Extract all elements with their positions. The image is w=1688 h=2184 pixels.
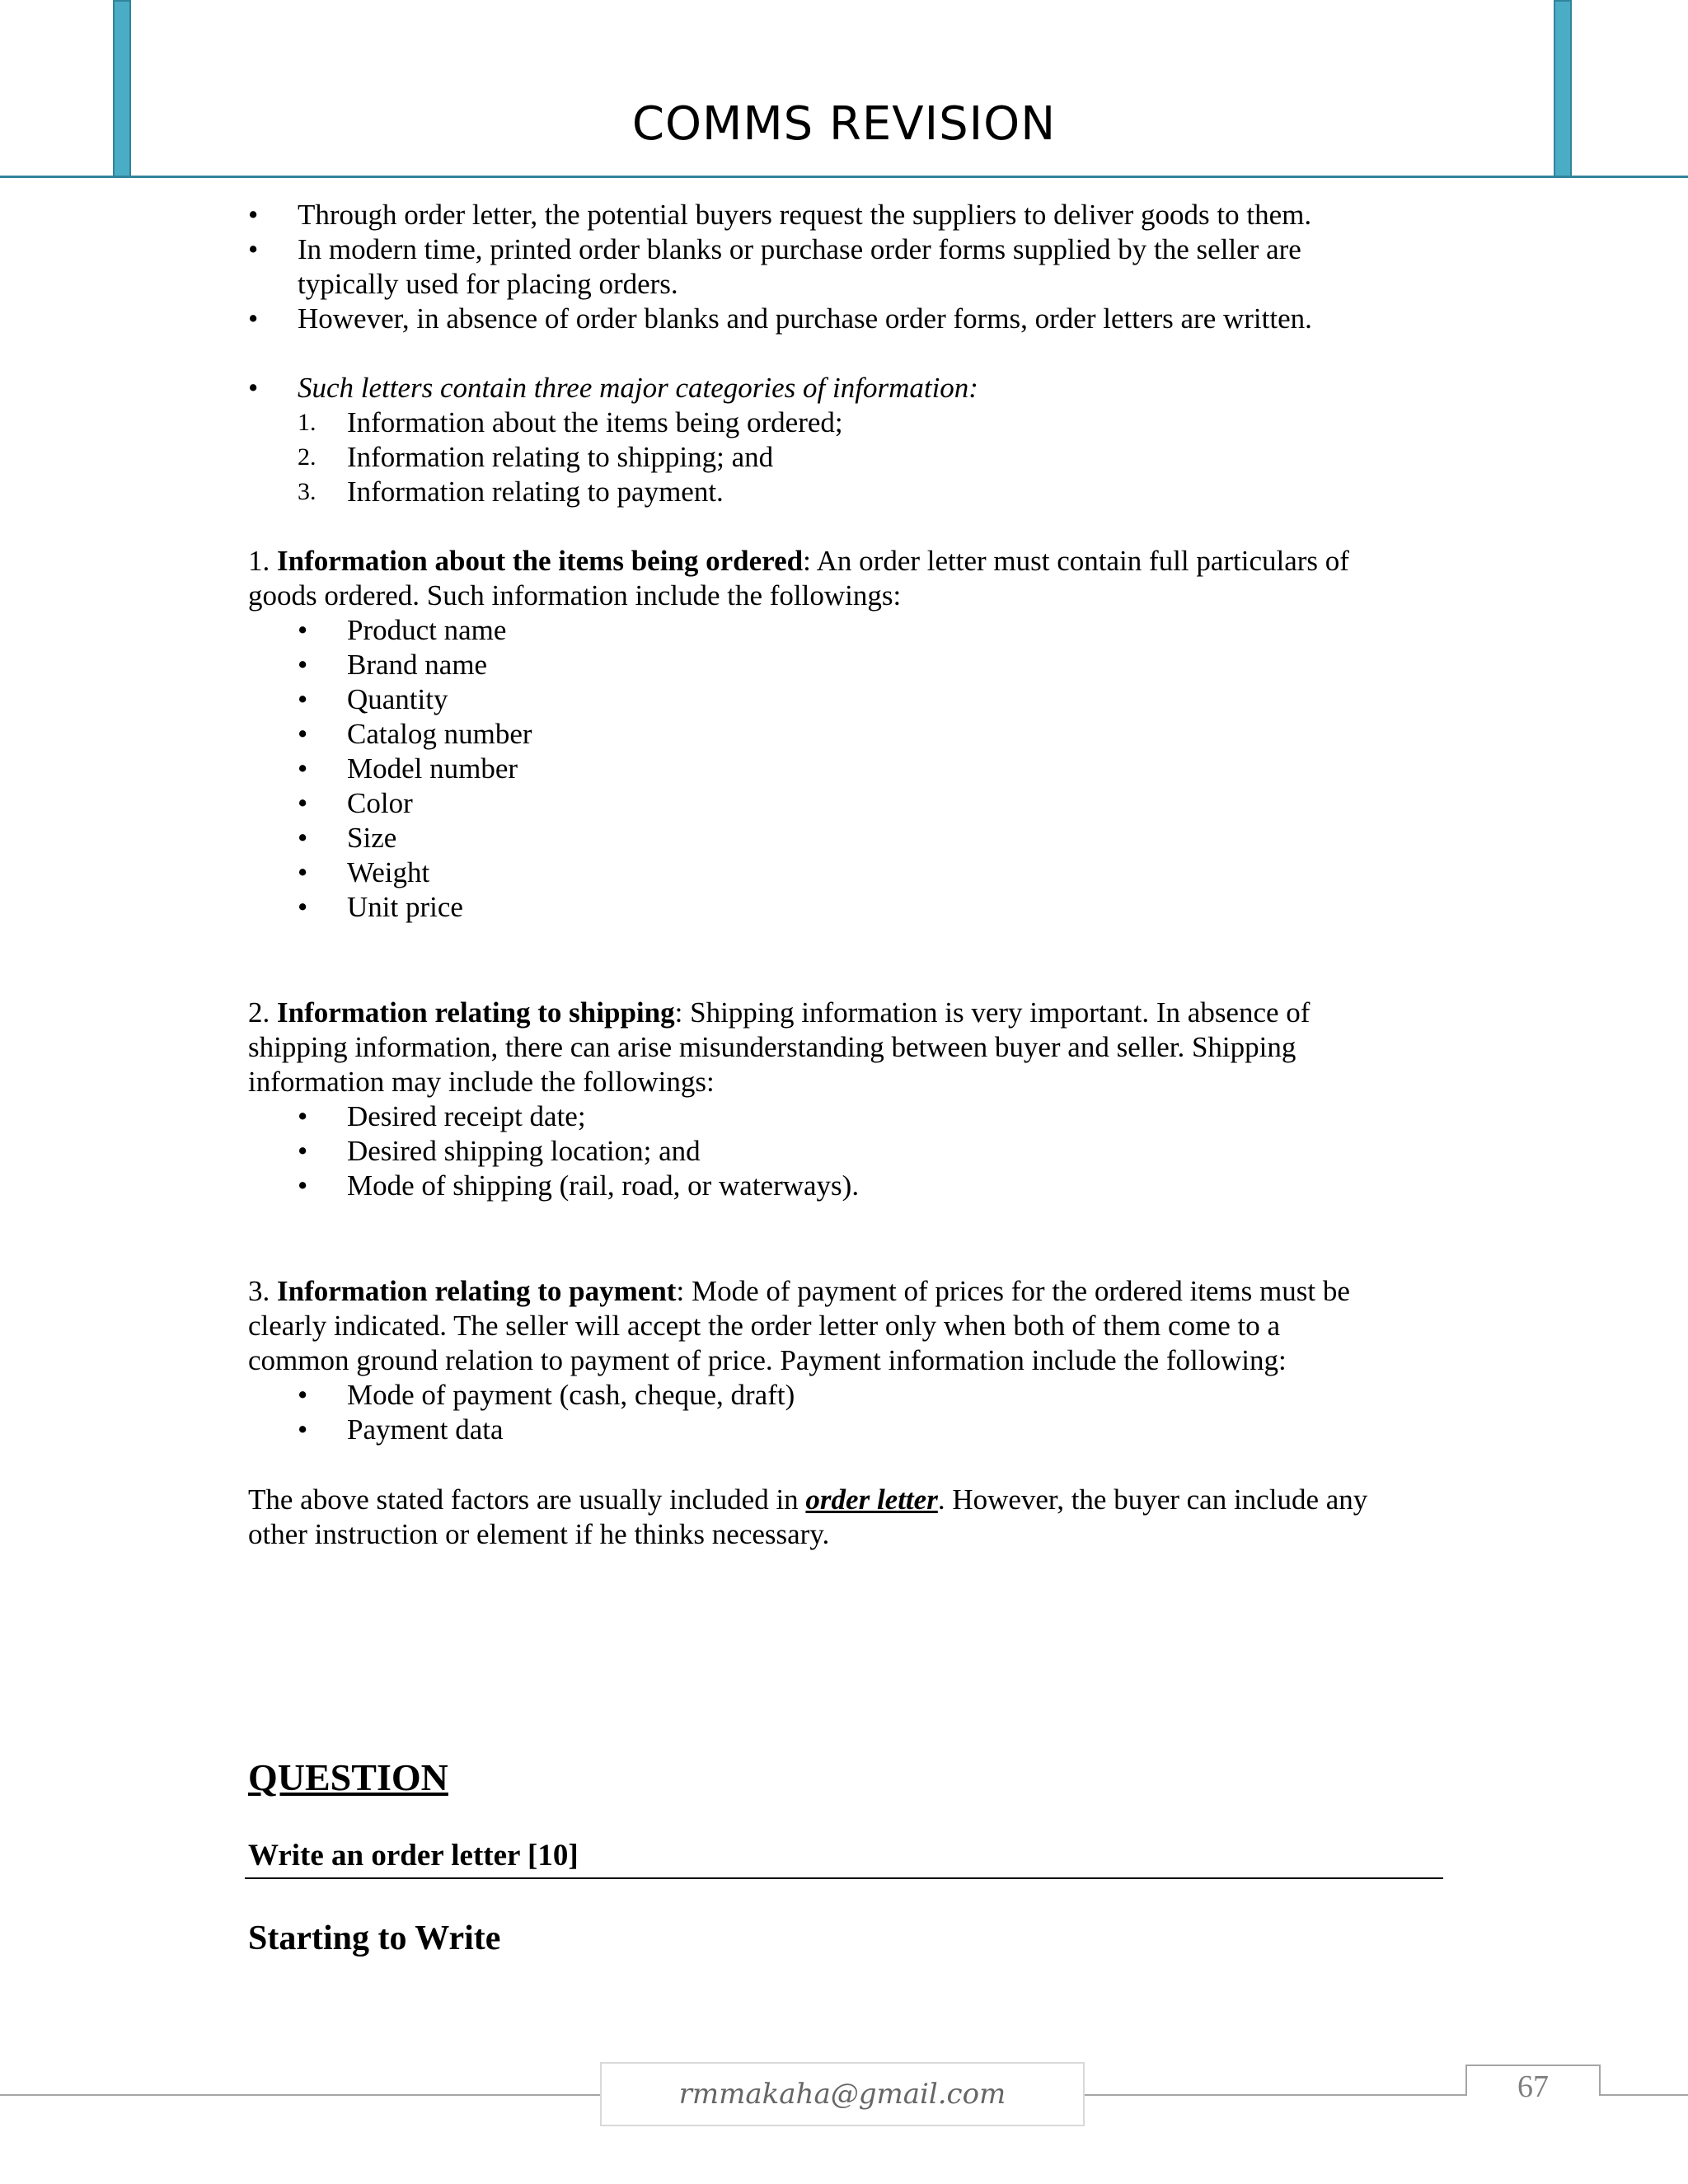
section3-heading: Information relating to payment	[277, 1275, 677, 1307]
bullet-icon: •	[298, 891, 308, 923]
bullet-icon: •	[298, 1100, 308, 1132]
bullet-icon: •	[248, 372, 259, 404]
section2-text-line: information may include the followings:	[248, 1066, 715, 1098]
header-rule	[0, 176, 1688, 178]
list-item: Mode of shipping (rail, road, or waterways).	[347, 1169, 860, 1202]
section3-text-line: common ground relation to payment of price. Payment information include the following:	[248, 1344, 1287, 1376]
bullet-icon: •	[298, 856, 308, 888]
section3-text-line: clearly indicated. The seller will accept the order letter only when both of them come to a	[248, 1310, 1281, 1342]
section2-text: : Shipping information is very important. In absence of	[674, 996, 1311, 1029]
question-heading: QUESTION	[248, 1756, 448, 1798]
category-item: Information about the items being ordered;	[347, 406, 843, 438]
section2-intro	[248, 996, 1310, 1030]
closing-text: . However, the buyer can include any	[937, 1483, 1368, 1516]
bullet-icon: •	[248, 199, 259, 231]
bullet-icon: •	[298, 1379, 308, 1411]
bullet-icon: •	[248, 302, 259, 335]
footer-rule-right	[1085, 2094, 1465, 2096]
list-item: Mode of payment (cash, cheque, draft)	[347, 1379, 795, 1411]
section2-heading: Information relating to shipping	[277, 996, 675, 1029]
closing-text-line: other instruction or element if he thinks necessary.	[248, 1518, 830, 1550]
list-item: Unit price	[347, 891, 463, 923]
page-title: COMMS REVISION	[631, 97, 1057, 151]
bullet-icon: •	[298, 752, 308, 785]
task-rule	[245, 1877, 1443, 1879]
footer-rule-left	[0, 2094, 600, 2096]
list-item: Weight	[347, 856, 430, 888]
list-item: Model number	[347, 752, 518, 785]
bullet-icon: •	[248, 233, 259, 265]
list-item: Quantity	[347, 683, 448, 715]
list-item: Catalog number	[347, 718, 532, 750]
section1-heading: Information about the items being ordered	[277, 545, 804, 577]
list-item: Desired shipping location; and	[347, 1135, 701, 1167]
list-item: Product name	[347, 614, 507, 646]
footer-rule-far	[1599, 2094, 1688, 2096]
bullet-icon: •	[298, 649, 308, 681]
footer-email: rmmakaha@gmail.com	[600, 2062, 1085, 2126]
category-item: Information relating to payment.	[347, 476, 724, 508]
bullet-icon: •	[298, 1169, 308, 1202]
list-item: Color	[347, 787, 413, 819]
bullet-icon: •	[298, 718, 308, 750]
section1-number: 1.	[248, 545, 270, 577]
bullet-icon: •	[298, 1135, 308, 1167]
list-item: Brand name	[347, 649, 488, 681]
section3-number: 3.	[248, 1275, 270, 1307]
bullet-icon: •	[298, 614, 308, 646]
section3-intro	[248, 1274, 1350, 1309]
intro-bullet: Through order letter, the potential buyers request the suppliers to deliver goods to them.	[298, 199, 1312, 231]
section1-intro	[248, 544, 1349, 579]
category-number: 3.	[298, 478, 316, 505]
starting-to-write-heading: Starting to Write	[248, 1919, 501, 1957]
bullet-icon: •	[298, 822, 308, 854]
intro-bullet: However, in absence of order blanks and purchase order forms, order letters are written.	[298, 302, 1312, 335]
list-item: Payment data	[347, 1413, 504, 1446]
section1-text-line: goods ordered. Such information include the followings:	[248, 579, 902, 612]
bullet-icon: •	[298, 787, 308, 819]
list-item: Size	[347, 822, 397, 854]
section2-text-line: shipping information, there can arise misunderstanding between buyer and seller. Shipping	[248, 1031, 1296, 1063]
bullet-icon: •	[298, 1413, 308, 1446]
list-item: Desired receipt date;	[347, 1100, 586, 1132]
category-number: 1.	[298, 409, 316, 436]
section1-text: : An order letter must contain full particulars of	[803, 545, 1349, 577]
question-task: Write an order letter [10]	[248, 1839, 579, 1872]
intro-bullet-continuation: typically used for placing orders.	[298, 268, 678, 300]
category-number: 2.	[298, 443, 316, 471]
section3-text: : Mode of payment of prices for the ordered items must be	[676, 1275, 1350, 1307]
intro-bullet: In modern time, printed order blanks or purchase order forms supplied by the seller are	[298, 233, 1301, 265]
page-number: 67	[1517, 2069, 1549, 2104]
closing-paragraph	[248, 1483, 1367, 1517]
order-letter-emphasis: order letter	[805, 1483, 938, 1516]
category-item: Information relating to shipping; and	[347, 441, 774, 473]
closing-text: The above stated factors are usually included in	[248, 1483, 806, 1516]
section2-number: 2.	[248, 996, 270, 1029]
categories-lead: Such letters contain three major categories of information:	[298, 372, 978, 404]
bullet-icon: •	[298, 683, 308, 715]
